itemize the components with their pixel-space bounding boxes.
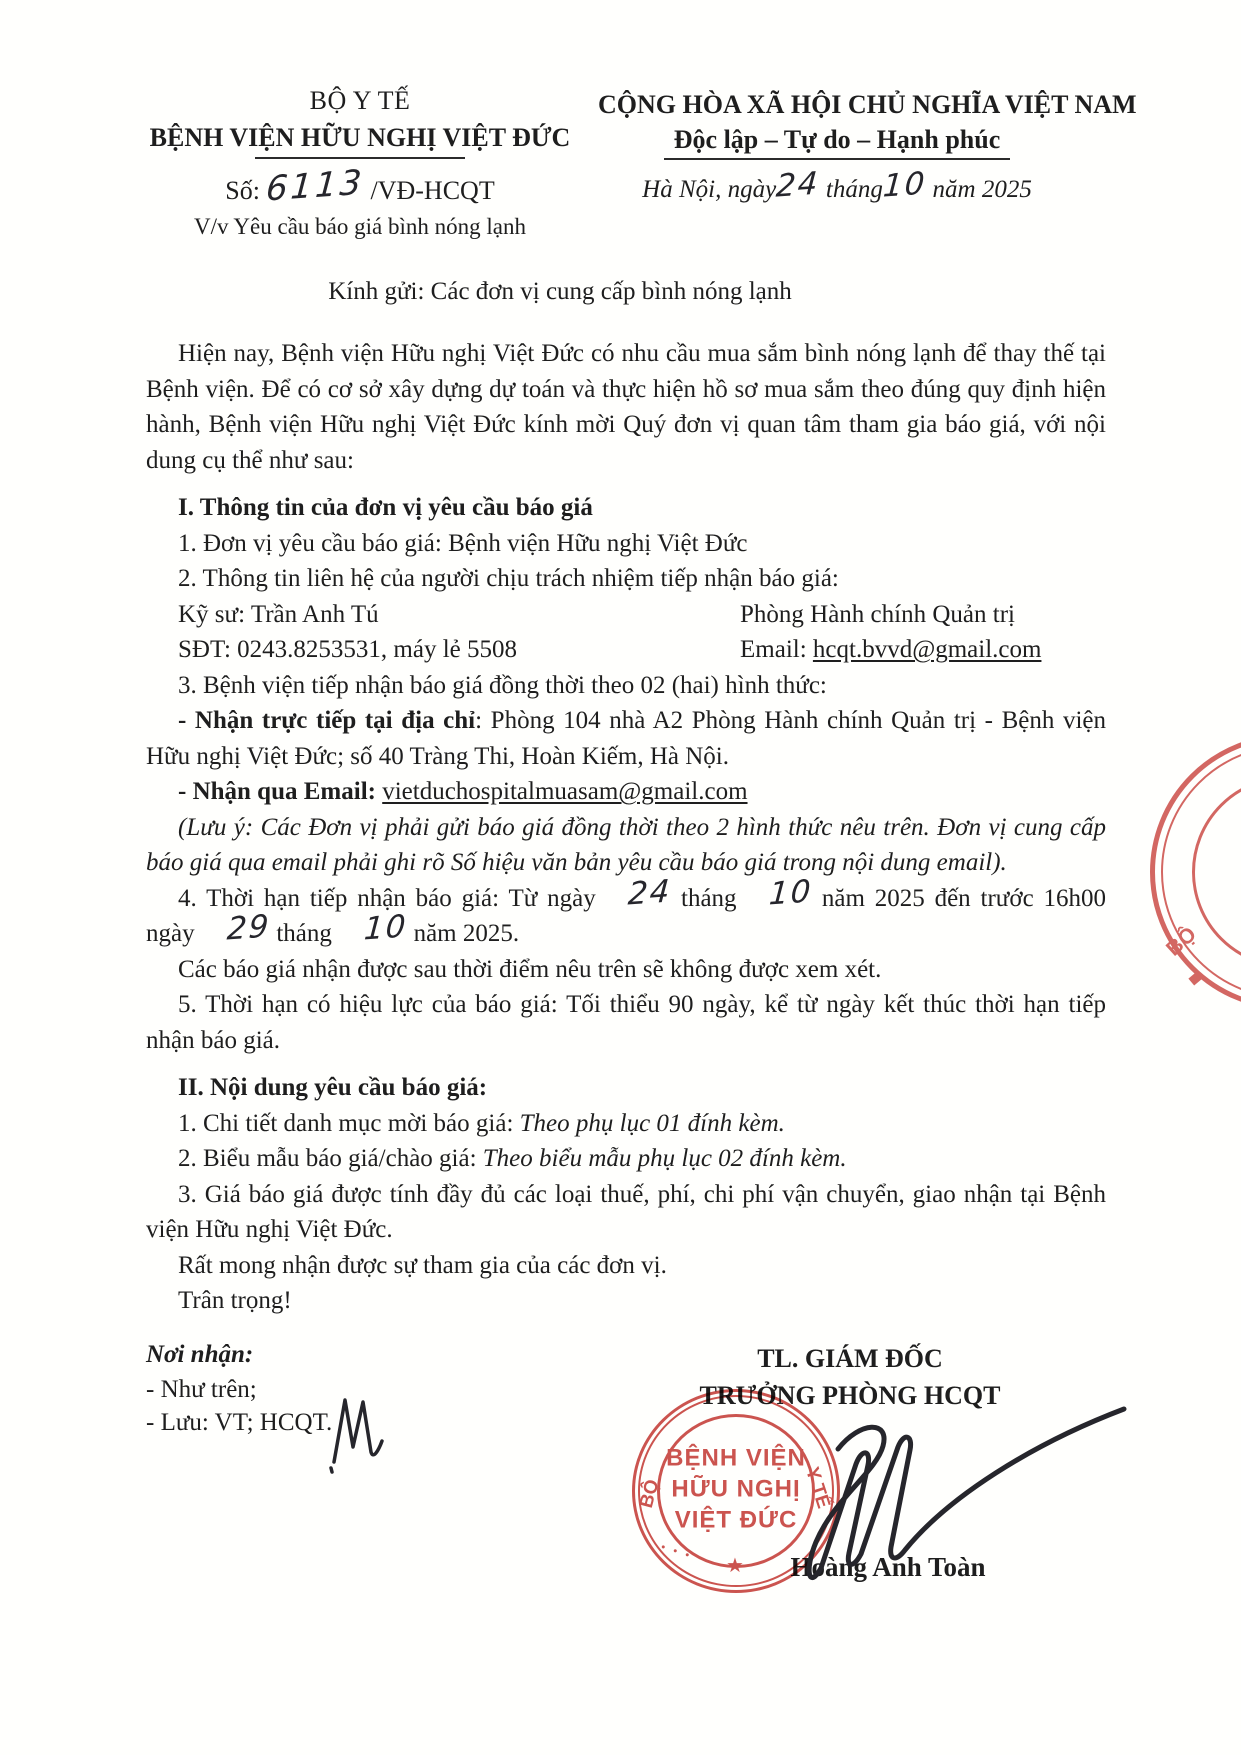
stamp-line-2: HỮU NGHỊ: [671, 1475, 801, 1503]
section-ii-item2: [146, 1141, 1106, 1177]
recipient-item-2: - Lưu: VT; HCQT.: [146, 1409, 333, 1436]
stamp-center-text: [666, 1443, 806, 1536]
item4-day-to: 29: [225, 908, 272, 948]
org-name: BỆNH VIỆN HỮU NGHỊ VIỆT ĐỨC: [149, 123, 571, 152]
org-underline: [255, 157, 465, 159]
section-i-item4-note: Các báo giá nhận được sau thời điểm nêu trên sẽ không được xem xét.: [178, 955, 882, 983]
sign-title-2: TRƯỞNG PHÒNG HCQT: [699, 1381, 1001, 1410]
section-ii-item2-italic: Theo biểu mẫu phụ lục 02 đính kèm.: [482, 1145, 847, 1172]
doc-subject: V/v Yêu cầu báo giá bình nóng lạnh: [194, 214, 526, 239]
method-email-address: vietduchospitalmuasam@gmail.com: [382, 778, 748, 805]
closing-line-2: Trân trọng!: [178, 1287, 292, 1314]
stamp-dots: ···: [654, 1531, 700, 1572]
recipients-block: [146, 1338, 332, 1439]
section-i-item5: 5. Thời hạn có hiệu lực của báo giá: Tối thiểu 90 ngày, kể từ ngày kết thúc thời hạn tiếp nhận báo giá.: [146, 991, 1106, 1054]
stamp-line-3: VIỆT ĐỨC: [674, 1506, 798, 1534]
section-i-item4: [146, 872, 1107, 952]
section-ii-item1: [146, 1106, 1106, 1142]
letter-body: [146, 336, 1106, 1319]
method-email-label: - Nhận qua Email:: [178, 778, 376, 805]
header-right-block: [598, 90, 1137, 205]
item4-thang1: tháng: [681, 884, 737, 912]
stamp-ring-right-text: Y TẾ: [801, 1464, 834, 1512]
section-ii-item1-italic: Theo phụ lục 01 đính kèm.: [519, 1109, 785, 1137]
national-title: CỘNG HÒA XÃ HỘI CHỦ NGHĨA VIỆT NAM: [598, 90, 1137, 119]
section-i-item2: 2. Thông tin liên hệ của người chịu trách nhiệm tiếp nhận báo giá:: [178, 565, 839, 592]
section-ii-heading: II. Nội dung yêu cầu báo giá:: [178, 1074, 488, 1101]
signer-name: Hoàng Anh Toàn: [790, 1552, 986, 1582]
section-ii-item2-pre: 2. Biểu mẫu báo giá/chào giá:: [178, 1145, 483, 1172]
edge-stamp-ring-text: BỘ: [1162, 922, 1201, 961]
date-pre: Hà Nội, ngày: [642, 176, 777, 203]
item4-end: năm 2025.: [413, 920, 520, 947]
contact-email: hcqt.bvvd@gmail.com: [812, 636, 1042, 663]
star-icon: ★: [726, 1553, 744, 1577]
stamp-line-1: BỆNH VIỆN: [666, 1444, 806, 1472]
item4-month-from: 10: [767, 872, 814, 913]
day-handwritten: 24: [774, 165, 821, 205]
method-direct-text: : Phòng 104 nhà A2 Phòng Hành chính Quản trị - Bệnh viện Hữu nghị Việt Đức; số 40 Tràng Thi, Hoàn Kiếm, Hà Nội.: [146, 707, 1106, 770]
intro-paragraph: Hiện nay, Bệnh viện Hữu nghị Việt Đức có nhu cầu mua sắm bình nóng lạnh để thay thế tại Bệnh viện. Để có cơ sở xây dựng dự toán và thực hiện hồ sơ mua sắm theo đúng quy định hiện hành, Bệnh viện Hữu nghị Việt Đức kính mời Quý đơn vị quan tâm tham gia báo giá, với nội dung cụ thể như sau:: [146, 340, 1106, 474]
national-motto: Độc lập – Tự do – Hạnh phúc: [664, 125, 1011, 160]
section-ii-item3: 3. Giá báo giá được tính đầy đủ các loại thuế, phí, chi phí vận chuyển, giao nhận tại Bệnh viện Hữu nghị Việt Đức.: [146, 1180, 1106, 1243]
doc-number-handwritten: 6113: [264, 162, 366, 210]
method-direct-label: - Nhận trực tiếp tại địa chỉ: [178, 707, 476, 734]
header-left-block: [135, 86, 585, 240]
place-date-line: [598, 165, 1076, 205]
section-i-heading: I. Thông tin của đơn vị yêu cầu báo giá: [178, 494, 593, 521]
item4-mid: năm 2025 đến trước 16h00 ngày: [146, 884, 1107, 947]
doc-number-label: Số:: [225, 176, 260, 205]
doc-number-line: [135, 162, 585, 210]
recipient-item-1: - Như trên;: [146, 1376, 257, 1403]
hospital-round-stamp: [632, 1389, 840, 1593]
edge-partial-stamp: [1150, 734, 1241, 1010]
contact-email-cell: [740, 632, 1041, 668]
section-ii-item1-pre: 1. Chi tiết danh mục mời báo giá:: [178, 1109, 520, 1137]
method-direct: [146, 703, 1106, 774]
method-email: [146, 774, 1106, 810]
thang-label: tháng: [825, 176, 883, 203]
recipients-label: Nơi nhận:: [146, 1341, 254, 1368]
closing-line-1: Rất mong nhận được sự tham gia của các đơn vị.: [178, 1251, 667, 1279]
month-handwritten: 10: [881, 165, 928, 205]
year-label: năm 2025: [932, 176, 1032, 203]
contact-row-1: [146, 597, 1106, 633]
section-i-item3: 3. Bệnh viện tiếp nhận báo giá đồng thời theo 02 (hai) hình thức:: [178, 671, 827, 699]
note-paragraph: (Lưu ý: Các Đơn vị phải gửi báo giá đồng thời theo 2 hình thức nêu trên. Đơn vị cung cấp báo giá qua email phải ghi rõ Số hiệu văn bản yêu cầu báo giá trong nội dung email).: [146, 813, 1106, 876]
sign-title-1: TL. GIÁM ĐỐC: [757, 1344, 943, 1373]
section-i-item1: 1. Đơn vị yêu cầu báo giá: Bệnh viện Hữu nghị Việt Đức: [178, 529, 748, 557]
item4-month-to: 10: [362, 908, 409, 948]
contact-email-label: Email:: [740, 636, 813, 663]
item4-thang2: tháng: [276, 920, 332, 947]
doc-number-suffix: /VĐ-HCQT: [370, 176, 495, 205]
initials-dot: [331, 1468, 332, 1472]
stamp-ring-left-text: BỘ: [635, 1477, 664, 1511]
contact-phone: SĐT: 0243.8253531, máy lẻ 5508: [178, 636, 518, 663]
item4-pre: 4. Thời hạn tiếp nhận báo giá: Từ ngày: [178, 884, 596, 912]
contact-dept: Phòng Hành chính Quản trị: [740, 600, 1015, 628]
initials-scribble: [334, 1400, 382, 1462]
contact-name: Kỹ sư: Trần Anh Tú: [178, 600, 379, 628]
contact-row-2: [146, 632, 1106, 668]
ministry-name: BỘ Y TẾ: [309, 86, 411, 115]
item4-day-from: 24: [626, 872, 673, 913]
salutation-line: Kính gửi: Các đơn vị cung cấp bình nóng lạnh: [328, 278, 792, 305]
